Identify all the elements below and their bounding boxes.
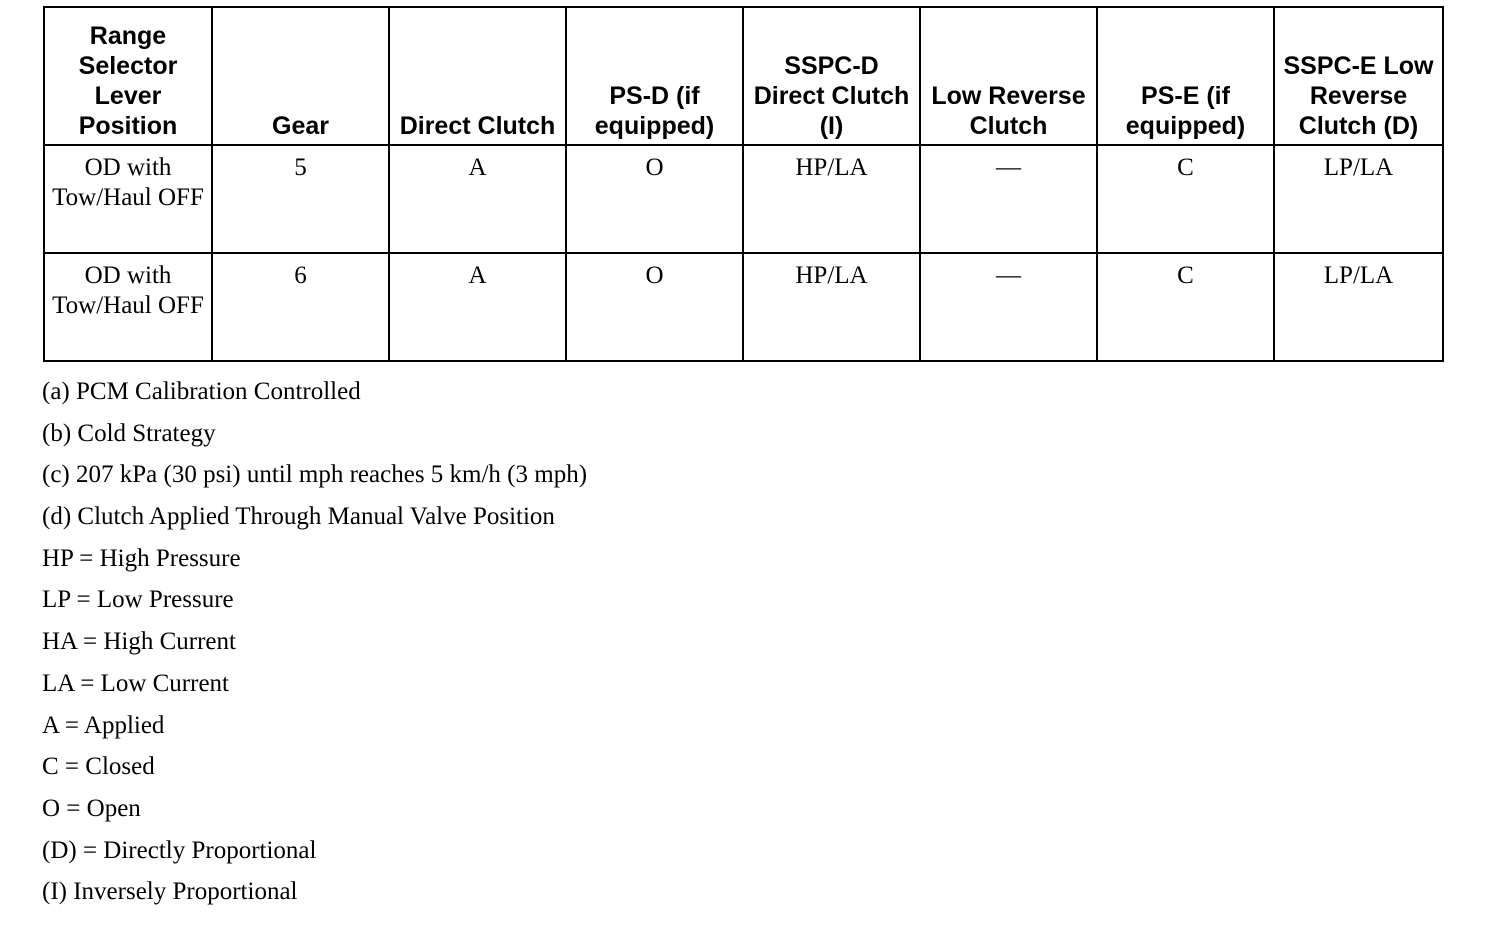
note-item: (a) PCM Calibration Controlled: [42, 378, 361, 405]
note-item: HP = High Pressure: [42, 544, 241, 572]
header-gear: Gear: [212, 7, 389, 145]
table-row: [44, 145, 1443, 253]
table-cell: 6: [212, 253, 389, 361]
note-item: LA = Low Current: [42, 669, 229, 697]
table-cell: O: [566, 145, 743, 253]
header-ps-d: PS-D (if equipped): [566, 7, 743, 145]
note-item: O = Open: [42, 794, 141, 822]
header-direct-clutch: Direct Clutch: [389, 7, 566, 145]
table-cell: —: [920, 145, 1097, 253]
table-cell: A: [389, 253, 566, 361]
table-header-row: [44, 7, 1443, 145]
table-notes: [42, 371, 587, 913]
table-cell: C: [1097, 145, 1274, 253]
table-cell: —: [920, 253, 1097, 361]
header-range-selector: Range Selector Lever Position: [44, 7, 212, 145]
table-cell: HP/LA: [743, 145, 920, 253]
table-cell: OD with Tow/Haul OFF: [44, 145, 212, 253]
note-item: C = Closed: [42, 753, 155, 781]
table-cell: LP/LA: [1274, 253, 1443, 361]
note-item: A = Applied: [42, 711, 165, 739]
table-cell: O: [566, 253, 743, 361]
header-ps-e: PS-E (if equipped): [1097, 7, 1274, 145]
note-item: (d) Clutch Applied Through Manual Valve Position: [42, 503, 555, 531]
header-sspc-e: SSPC-E Low Reverse Clutch (D): [1274, 7, 1443, 145]
note-item: LP = Low Pressure: [42, 586, 234, 614]
note-item: (D) = Directly Proportional: [42, 836, 317, 864]
table-row: [44, 253, 1443, 361]
note-item: (I) Inversely Proportional: [42, 878, 298, 906]
table-cell: LP/LA: [1274, 145, 1443, 253]
header-sspc-d: SSPC-D Direct Clutch (I): [743, 7, 920, 145]
note-item: (b) Cold Strategy: [42, 419, 216, 447]
note-item: HA = High Current: [42, 628, 236, 656]
table-cell: A: [389, 145, 566, 253]
table-cell: C: [1097, 253, 1274, 361]
note-item: (c) 207 kPa (30 psi) until mph reaches 5 km/h (3 mph): [42, 461, 588, 489]
table-cell: OD with Tow/Haul OFF: [44, 253, 212, 361]
table-cell: 5: [212, 145, 389, 253]
clutch-application-table: [43, 6, 1444, 362]
header-low-reverse-clutch: Low Reverse Clutch: [920, 7, 1097, 145]
table-cell: HP/LA: [743, 253, 920, 361]
